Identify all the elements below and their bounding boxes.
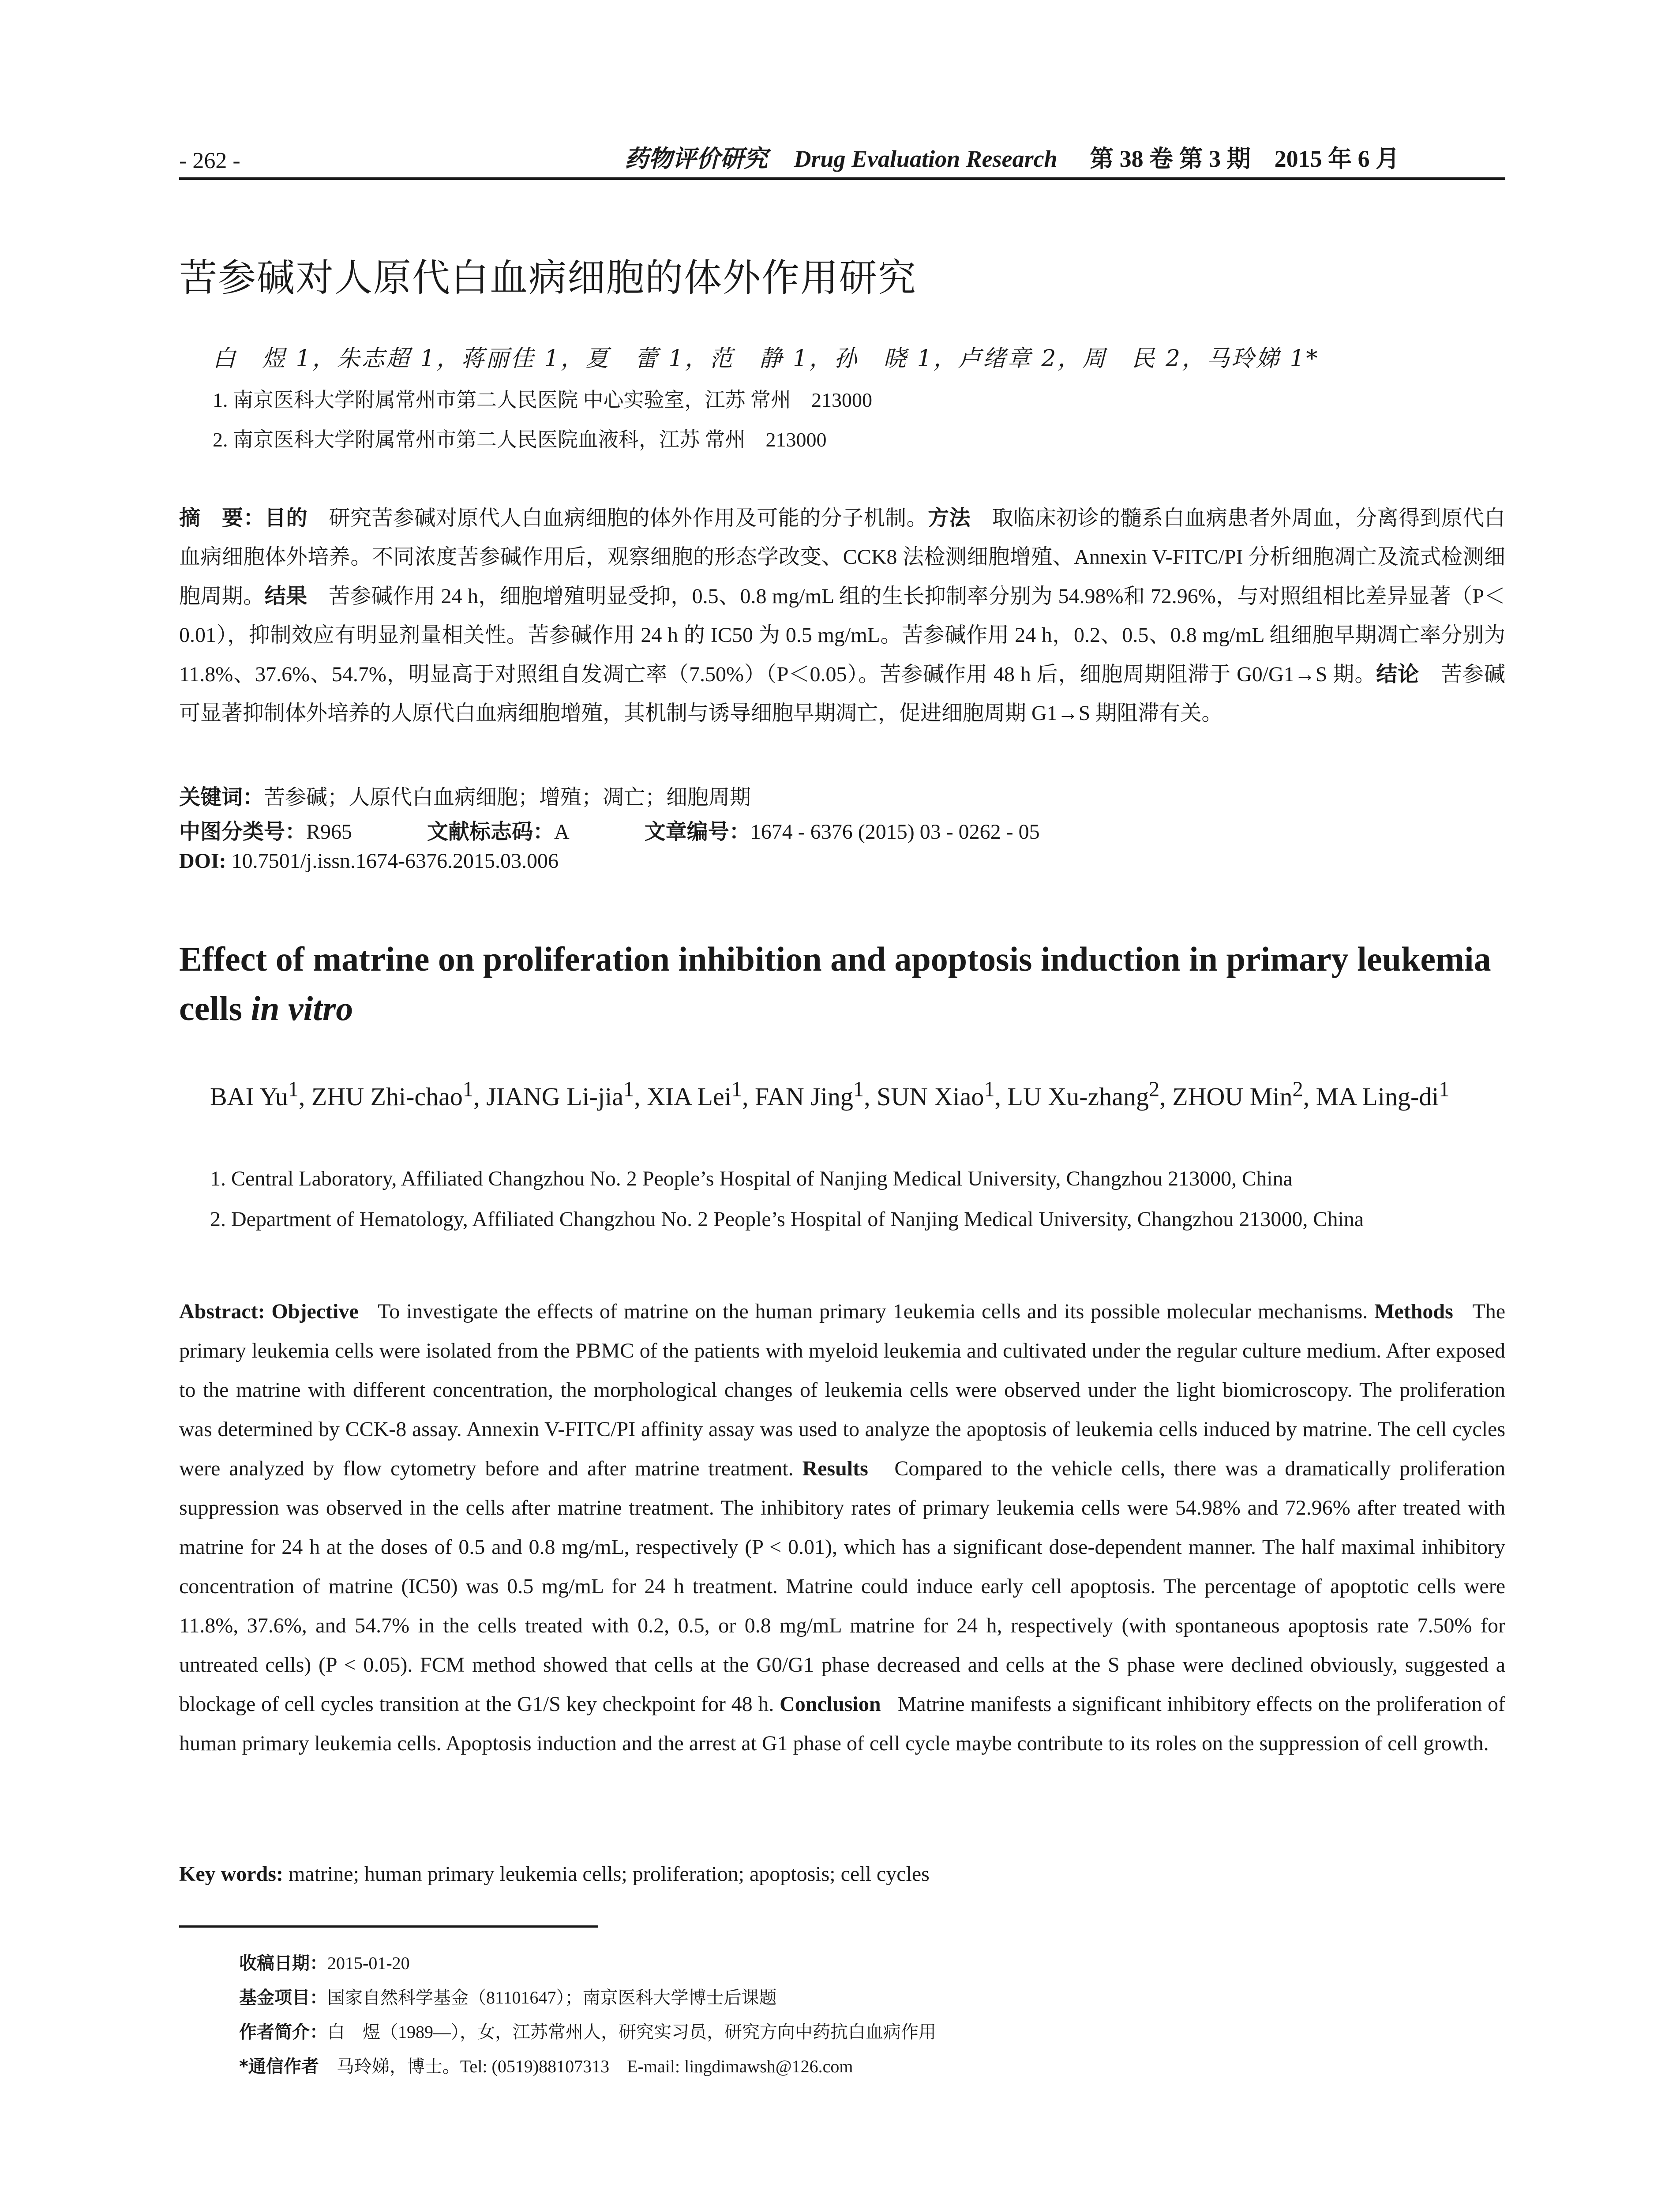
results-en: Compared to the vehicle cells, there was a dramatically proliferation suppression was observed in the cells after matrine treatment. The inhibitory rates of primary leukemia cells were 54.98% and 72.96% after treated with matrine for 24 h at the doses of 0.5 and 0.8 mg/mL, respectively (P < 0.01), which has a significant dose-dependent manner. The half maximal inhibitory concentration of matrine (IC50) was 0.5 mg/mL for 24 h treatment. Matrine could induce early cell apoptosis. The percentage of apoptotic cells were 11.8%, 37.6%, and 54.7% in the cells treated with 0.2, 0.5, or 0.8 mg/mL matrine for 24 h, respectively (with spontaneous apoptosis rate 7.50% for untreated cells) (P < 0.05). FCM method showed that cells at the G0/G1 phase decreased and cells at the S phase were declined obviously, suggested a blockage of cell cycles transition at the G1/S key checkpoint for 48 h.: [179, 1457, 1506, 1716]
keywords-cn-label: 关键词：: [179, 785, 264, 810]
affiliation-en-2: 2. Department of Hematology, Affiliated Changzhou No. 2 People’s Hospital of Nanjing Medical University, Changzhou 213000, China: [210, 1208, 1364, 1231]
author-en: XIA Lei$^1$,: [647, 1078, 755, 1111]
conclusion-en: Matrine manifests a significant inhibitory effects on the proliferation of human primary leukemia cells. Apoptosis induction and the arrest at G1 phase of cell cycle maybe contribute to its roles on the suppression of cell growth.: [179, 1692, 1506, 1755]
keywords-en-line: [179, 1862, 930, 1886]
keywords-en: matrine; human primary leukemia cells; proliferation; apoptosis; cell cycles: [288, 1862, 930, 1886]
footnote-funding: 基金项目：国家自然科学基金（81101647）；南京医科大学博士后课题: [239, 1988, 777, 2008]
conclusion-cn: 苦参碱可显著抑制体外培养的人原代白血病细胞增殖，其机制与诱导细胞早期凋亡，促进细胞周期 G1→S 期阻滞有关。: [179, 663, 1505, 725]
keywords-cn-line: [179, 780, 751, 810]
abstract-cn-label: 摘 要：: [179, 506, 265, 530]
footnote-author-bio: 作者简介：白 煜（1989—），女，江苏常州人，研究实习员，研究方向中药抗白血病作用: [239, 2022, 936, 2042]
article-title-en-italic: in vitro: [251, 989, 353, 1028]
journal-info: [625, 140, 1399, 174]
author-en: BAI Yu$^1$,: [210, 1078, 311, 1111]
author-en: LU Xu-zhang$^2$,: [1007, 1078, 1173, 1111]
author-en: MA Ling-$di^1$: [1316, 1078, 1450, 1111]
doc-code-value: A: [554, 820, 570, 844]
classification-line: [179, 814, 1040, 845]
page-number: - 262 -: [179, 148, 240, 173]
issue-info: 第 38 卷 第 3 期 2015 年 6 月: [1090, 146, 1400, 172]
conclusion-en-label: Conclusion: [780, 1692, 881, 1716]
clc-label: 中图分类号：: [179, 819, 307, 844]
journal-name-en: Drug Evaluation Research: [794, 146, 1058, 172]
objective-cn: 研究苦参碱对原代人白血病细胞的体外作用及可能的分子机制。: [329, 506, 928, 530]
methods-en: The primary leukemia cells were isolated from the PBMC of the patients with myeloid leukemia and cultivated under the regular culture medium. After exposed to the matrine with different concentration, the morphological changes of leukemia cells were observed under the light biomicroscopy. The proliferation was determined by CCK-8 assay. Annexin V-FITC/PI affinity assay was used to analyze the apoptosis of leukemia cells induced by matrine. The cell cycles were analyzed by flow cytometry before and after matrine treatment.: [179, 1300, 1505, 1480]
keywords-cn: 苦参碱；人原代白血病细胞；增殖；凋亡；细胞周期: [264, 786, 751, 809]
methods-en-label: Methods: [1374, 1300, 1453, 1323]
doi-label: DOI:: [179, 849, 226, 873]
authors-cn: 白 煜 1，朱志超 1，蒋丽佳 1，夏 蕾 1，范 静 1，孙 晓 1，卢绪章 2，周 民 2，马玲娣 1*: [213, 345, 1320, 372]
footnote-rule: [179, 1925, 598, 1928]
results-en-label: Results: [802, 1457, 868, 1480]
affiliation-en-1: 1. Central Laboratory, Affiliated Changzhou No. 2 People’s Hospital of Nanjing Medical University, Changzhou 213000, China: [210, 1167, 1293, 1190]
affiliation-cn-1: 1. 南京医科大学附属常州市第二人民医院 中心实验室，江苏 常州 213000: [213, 389, 872, 411]
methods-cn-label: 方法: [928, 506, 971, 530]
objective-en-label: Objective: [271, 1300, 359, 1323]
author-en: JIANG Li-jia$^1$,: [486, 1078, 647, 1111]
article-no-value: 1674 - 6376 (2015) 03 - 0262 - 05: [750, 820, 1040, 844]
journal-logo: 药物评价研究: [625, 144, 768, 173]
clc-value: R965: [306, 820, 352, 844]
doi-line: [179, 849, 559, 873]
article-no-label: 文章编号：: [644, 819, 750, 844]
author-en: SUN Xiao$^1$,: [877, 1078, 1008, 1111]
methods-cn: 取临床初诊的髓系白血病患者外周血，分离得到原代白血病细胞体外培养。不同浓度苦参碱作用后，观察细胞的形态学改变、CCK8 法检测细胞增殖、Annexin V-FITC/PI 分析细胞凋亡及流式检测细胞周期。: [179, 506, 1505, 608]
conclusion-cn-label: 结论: [1376, 662, 1420, 687]
doc-code-label: 文献标志码：: [427, 819, 555, 844]
article-title-en-main: Effect of matrine on proliferation inhibition and apoptosis induction in primary leukemia cells: [179, 940, 1491, 1028]
results-cn: 苦参碱作用 24 h，细胞增殖明显受抑，0.5、0.8 mg/mL 组的生长抑制率分别为 54.98%和 72.96%，与对照组相比差异显著（P＜0.01），抑制效应有明显剂量相关性。苦参碱作用 24 h 的 IC50 为 0.5 mg/mL。苦参碱作用 24 h，0.2、0.5、0.8 mg/mL 组细胞早期凋亡率分别为 11.8%、37.6%、54.7%，明显高于对照组自发凋亡率（7.50%）（P＜0.05）。苦参碱作用 48 h 后，细胞周期阻滞于 G0/G1→S 期。: [179, 585, 1505, 686]
doi-value: 10.7501/j.issn.1674-6376.2015.03.006: [231, 849, 559, 873]
author-en: ZHU Zhi-chao$^1$,: [311, 1078, 487, 1111]
footnote-received: 收稿日期：2015-01-20: [239, 1953, 410, 1973]
abstract-en: [179, 1292, 1505, 1763]
running-header: [179, 140, 1505, 180]
abstract-en-label: Abstract:: [179, 1300, 265, 1323]
results-cn-label: 结果: [264, 584, 308, 608]
footnote-corresponding: *通信作者 马玲娣，博士。Tel: (0519)88107313 E-mail: lingdimawsh@126.com: [239, 2056, 853, 2077]
objective-en: To investigate the effects of matrine on the human primary 1eukemia cells and its possible molecular mechanisms.: [378, 1300, 1368, 1323]
affiliation-cn-2: 2. 南京医科大学附属常州市第二人民医院血液科，江苏 常州 213000: [213, 428, 827, 451]
author-en: FAN Jing$^1$,: [754, 1078, 877, 1111]
authors-en: [210, 1072, 1516, 1114]
abstract-cn: [179, 499, 1505, 733]
keywords-en-label: Key words:: [179, 1862, 283, 1886]
author-en: ZHOU Min$^2$,: [1172, 1078, 1316, 1111]
objective-cn-label: 目的: [264, 506, 308, 530]
article-title-cn: 苦参碱对人原代白血病细胞的体外作用研究: [179, 256, 917, 300]
article-title-en: [179, 934, 1505, 1033]
